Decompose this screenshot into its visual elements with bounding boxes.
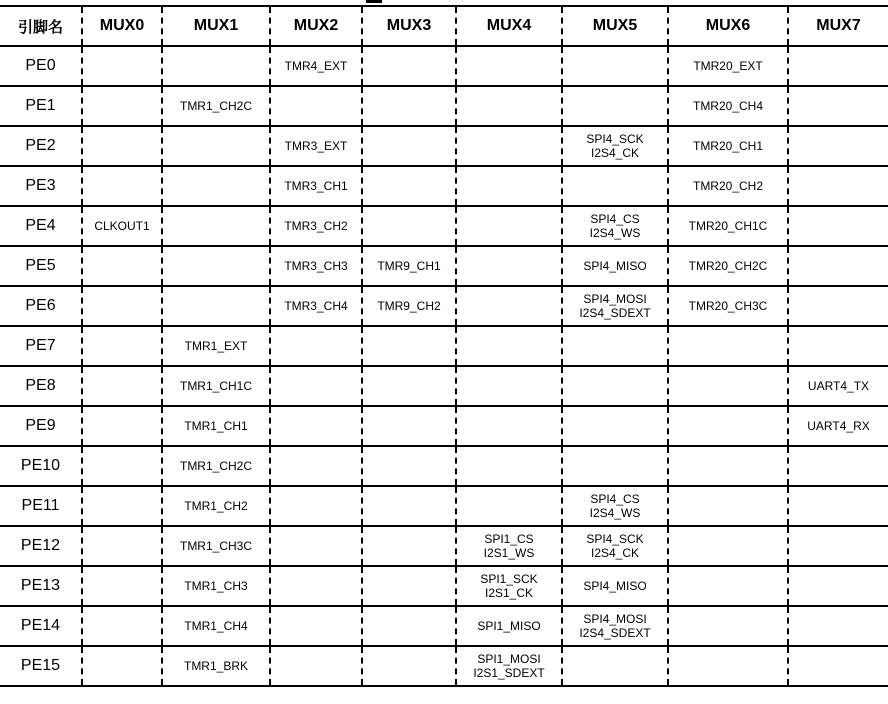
cell-mux1 — [162, 206, 270, 246]
cell-pin-name — [0, 326, 82, 366]
cell-mux0 — [82, 326, 162, 366]
cell-mux4 — [456, 86, 562, 126]
cell-pin-name — [0, 286, 82, 326]
cell-mux1 — [162, 606, 270, 646]
cell-mux5 — [562, 486, 668, 526]
column-header-mux0: MUX0 — [82, 6, 162, 46]
function-label: TMR3_CH1 — [284, 179, 348, 193]
cell-mux2 — [270, 526, 362, 566]
cell-mux4 — [456, 126, 562, 166]
cell-mux5 — [562, 566, 668, 606]
cell-mux3 — [362, 46, 456, 86]
column-header-mux5: MUX5 — [562, 6, 668, 46]
cell-mux3 — [362, 406, 456, 446]
pin-name-label: PE2 — [25, 137, 56, 154]
table-row — [0, 126, 888, 166]
pin-name-label: PE11 — [21, 497, 60, 514]
cell-mux7 — [788, 246, 888, 286]
column-header-mux6: MUX6 — [668, 6, 788, 46]
cell-mux2 — [270, 86, 362, 126]
cell-mux6 — [668, 446, 788, 486]
cell-pin-name — [0, 406, 82, 446]
column-header-mux3: MUX3 — [362, 6, 456, 46]
cell-mux3 — [362, 606, 456, 646]
cell-mux7 — [788, 446, 888, 486]
cell-pin-name — [0, 446, 82, 486]
cell-mux2 — [270, 406, 362, 446]
cell-mux2 — [270, 286, 362, 326]
pin-name-label: PE15 — [20, 657, 61, 674]
cell-pin-name — [0, 246, 82, 286]
cell-mux2 — [270, 46, 362, 86]
cell-pin-name — [0, 486, 82, 526]
cell-mux2 — [270, 166, 362, 206]
table-row — [0, 606, 888, 646]
pin-name-label: PE13 — [20, 577, 61, 594]
cell-mux5 — [562, 606, 668, 646]
cell-mux5 — [562, 86, 668, 126]
cell-mux3 — [362, 286, 456, 326]
cell-mux4 — [456, 446, 562, 486]
top-edge-mark — [366, 0, 382, 3]
function-label: TMR20_CH2 — [692, 179, 764, 193]
function-label: TMR20_EXT — [693, 59, 763, 73]
cell-mux1 — [162, 326, 270, 366]
cell-mux0 — [82, 646, 162, 686]
cell-mux7 — [788, 86, 888, 126]
cell-mux4 — [456, 166, 562, 206]
cell-pin-name — [0, 606, 82, 646]
function-label: TMR3_CH3 — [284, 259, 348, 273]
function-label: SPI1_MISO — [477, 619, 541, 633]
pin-name-label: PE1 — [25, 97, 56, 114]
cell-pin-name — [0, 526, 82, 566]
cell-mux4 — [456, 366, 562, 406]
cell-mux2 — [270, 606, 362, 646]
table-row — [0, 486, 888, 526]
cell-mux7 — [788, 206, 888, 246]
cell-mux7 — [788, 126, 888, 166]
cell-mux4 — [456, 566, 562, 606]
function-label: TMR20_CH2C — [688, 259, 768, 273]
cell-mux7 — [788, 606, 888, 646]
cell-mux2 — [270, 246, 362, 286]
cell-mux1 — [162, 166, 270, 206]
cell-mux1 — [162, 286, 270, 326]
table-row — [0, 246, 888, 286]
table-row — [0, 206, 888, 246]
cell-mux4 — [456, 406, 562, 446]
cell-mux5 — [562, 126, 668, 166]
cell-mux3 — [362, 86, 456, 126]
cell-mux6 — [668, 86, 788, 126]
function-label: SPI4_MOSI I2S4_SDEXT — [579, 612, 651, 640]
cell-pin-name — [0, 46, 82, 86]
cell-mux3 — [362, 566, 456, 606]
cell-mux1 — [162, 526, 270, 566]
function-label: SPI4_SCK I2S4_CK — [586, 132, 644, 160]
cell-pin-name — [0, 86, 82, 126]
cell-mux5 — [562, 206, 668, 246]
cell-pin-name — [0, 646, 82, 686]
cell-mux7 — [788, 486, 888, 526]
cell-pin-name — [0, 366, 82, 406]
cell-mux7 — [788, 646, 888, 686]
cell-mux7 — [788, 46, 888, 86]
cell-mux0 — [82, 86, 162, 126]
cell-mux7 — [788, 406, 888, 446]
cell-mux3 — [362, 126, 456, 166]
function-label: SPI4_MISO — [583, 579, 647, 593]
cell-mux3 — [362, 366, 456, 406]
cell-mux4 — [456, 606, 562, 646]
cell-mux6 — [668, 526, 788, 566]
cell-mux4 — [456, 326, 562, 366]
cell-mux0 — [82, 246, 162, 286]
function-label: SPI4_SCK I2S4_CK — [586, 532, 644, 560]
cell-mux5 — [562, 246, 668, 286]
table-row — [0, 166, 888, 206]
cell-mux6 — [668, 206, 788, 246]
cell-mux4 — [456, 526, 562, 566]
function-label: TMR3_CH4 — [284, 299, 348, 313]
cell-mux0 — [82, 126, 162, 166]
cell-pin-name — [0, 126, 82, 166]
column-header-mux2: MUX2 — [270, 6, 362, 46]
cell-mux0 — [82, 606, 162, 646]
cell-mux1 — [162, 86, 270, 126]
cell-mux4 — [456, 286, 562, 326]
table-row — [0, 526, 888, 566]
cell-mux3 — [362, 486, 456, 526]
column-header-pin-name: 引脚名 — [0, 6, 82, 46]
cell-mux5 — [562, 446, 668, 486]
function-label: TMR1_CH4 — [184, 619, 248, 633]
cell-mux0 — [82, 486, 162, 526]
cell-mux1 — [162, 46, 270, 86]
cell-mux0 — [82, 406, 162, 446]
function-label: SPI4_CS I2S4_WS — [589, 212, 641, 240]
cell-mux2 — [270, 206, 362, 246]
cell-mux3 — [362, 166, 456, 206]
cell-mux3 — [362, 246, 456, 286]
cell-mux5 — [562, 366, 668, 406]
function-label: CLKOUT1 — [94, 219, 150, 233]
function-label: SPI1_CS I2S1_WS — [483, 532, 535, 560]
cell-mux6 — [668, 46, 788, 86]
function-label: TMR1_CH2C — [179, 459, 252, 473]
cell-mux4 — [456, 486, 562, 526]
cell-mux7 — [788, 166, 888, 206]
pin-name-label: PE8 — [25, 377, 56, 394]
table-body — [0, 46, 888, 686]
header-row — [0, 6, 888, 46]
cell-mux3 — [362, 326, 456, 366]
cell-mux5 — [562, 46, 668, 86]
cell-mux3 — [362, 206, 456, 246]
cell-mux2 — [270, 646, 362, 686]
pin-name-label: PE6 — [25, 297, 56, 314]
table-row — [0, 326, 888, 366]
column-header-mux4: MUX4 — [456, 6, 562, 46]
function-label: TMR9_CH1 — [377, 259, 441, 273]
pin-name-label: PE9 — [25, 417, 56, 434]
pin-name-label: PE4 — [25, 217, 56, 234]
cell-mux2 — [270, 446, 362, 486]
cell-mux6 — [668, 646, 788, 686]
cell-mux6 — [668, 326, 788, 366]
cell-mux1 — [162, 366, 270, 406]
function-label: TMR20_CH1C — [688, 219, 768, 233]
cell-mux0 — [82, 446, 162, 486]
function-label: TMR1_BRK — [183, 659, 248, 673]
function-label: TMR4_EXT — [284, 59, 348, 73]
pin-name-label: PE3 — [25, 177, 56, 194]
function-label: SPI4_MOSI I2S4_SDEXT — [579, 292, 651, 320]
function-label: TMR1_CH2 — [184, 499, 248, 513]
function-label: SPI4_MISO — [583, 259, 647, 273]
pin-name-label: PE0 — [25, 57, 56, 74]
cell-mux1 — [162, 486, 270, 526]
cell-mux3 — [362, 526, 456, 566]
cell-mux2 — [270, 566, 362, 606]
cell-mux1 — [162, 246, 270, 286]
table-row — [0, 46, 888, 86]
function-label: TMR1_EXT — [184, 339, 248, 353]
cell-mux1 — [162, 646, 270, 686]
pin-name-label: PE5 — [25, 257, 56, 274]
cell-mux1 — [162, 566, 270, 606]
pin-name-label: PE14 — [20, 617, 61, 634]
function-label: TMR9_CH2 — [377, 299, 441, 313]
cell-mux6 — [668, 246, 788, 286]
table-row — [0, 286, 888, 326]
cell-mux7 — [788, 366, 888, 406]
function-label: TMR1_CH2C — [179, 99, 252, 113]
cell-mux5 — [562, 526, 668, 566]
function-label: TMR1_CH3 — [184, 579, 248, 593]
cell-mux0 — [82, 566, 162, 606]
column-header-mux1: MUX1 — [162, 6, 270, 46]
function-label: SPI1_SCK I2S1_CK — [480, 572, 538, 600]
cell-mux6 — [668, 286, 788, 326]
table-row — [0, 566, 888, 606]
cell-mux4 — [456, 206, 562, 246]
cell-mux6 — [668, 566, 788, 606]
cell-mux6 — [668, 606, 788, 646]
function-label: UART4_TX — [807, 379, 870, 393]
cell-mux3 — [362, 446, 456, 486]
cell-pin-name — [0, 566, 82, 606]
cell-mux2 — [270, 326, 362, 366]
function-label: UART4_RX — [807, 419, 870, 433]
cell-mux0 — [82, 166, 162, 206]
cell-pin-name — [0, 206, 82, 246]
cell-mux5 — [562, 326, 668, 366]
cell-mux3 — [362, 646, 456, 686]
cell-pin-name — [0, 166, 82, 206]
cell-mux0 — [82, 366, 162, 406]
pin-name-label: PE12 — [20, 537, 61, 554]
cell-mux5 — [562, 406, 668, 446]
table-row — [0, 406, 888, 446]
cell-mux6 — [668, 126, 788, 166]
function-label: TMR1_CH1 — [184, 419, 248, 433]
cell-mux6 — [668, 366, 788, 406]
table-row — [0, 646, 888, 686]
function-label: SPI1_MOSI I2S1_SDEXT — [473, 652, 545, 680]
cell-mux5 — [562, 646, 668, 686]
cell-mux7 — [788, 566, 888, 606]
cell-mux4 — [456, 646, 562, 686]
cell-mux6 — [668, 406, 788, 446]
function-label: TMR3_EXT — [284, 139, 348, 153]
cell-mux4 — [456, 246, 562, 286]
cell-mux6 — [668, 166, 788, 206]
cell-mux0 — [82, 286, 162, 326]
table-row — [0, 366, 888, 406]
cell-mux2 — [270, 126, 362, 166]
function-label: TMR1_CH3C — [179, 539, 252, 553]
cell-mux4 — [456, 46, 562, 86]
cell-mux6 — [668, 486, 788, 526]
cell-mux5 — [562, 286, 668, 326]
function-label: TMR1_CH1C — [179, 379, 252, 393]
cell-mux5 — [562, 166, 668, 206]
cell-mux0 — [82, 46, 162, 86]
cell-mux1 — [162, 126, 270, 166]
function-label: TMR20_CH3C — [688, 299, 768, 313]
pin-name-label: PE7 — [25, 337, 56, 354]
function-label: TMR3_CH2 — [284, 219, 348, 233]
function-label: TMR20_CH1 — [692, 139, 764, 153]
pin-name-label: PE10 — [20, 457, 61, 474]
cell-mux7 — [788, 526, 888, 566]
cell-mux7 — [788, 286, 888, 326]
table-row — [0, 86, 888, 126]
cell-mux1 — [162, 446, 270, 486]
pin-mux-table — [0, 5, 888, 687]
cell-mux0 — [82, 526, 162, 566]
cell-mux1 — [162, 406, 270, 446]
cell-mux7 — [788, 326, 888, 366]
function-label: SPI4_CS I2S4_WS — [589, 492, 641, 520]
cell-mux2 — [270, 366, 362, 406]
cell-mux2 — [270, 486, 362, 526]
cell-mux0 — [82, 206, 162, 246]
function-label: TMR20_CH4 — [692, 99, 764, 113]
column-header-mux7: MUX7 — [788, 6, 888, 46]
table-row — [0, 446, 888, 486]
